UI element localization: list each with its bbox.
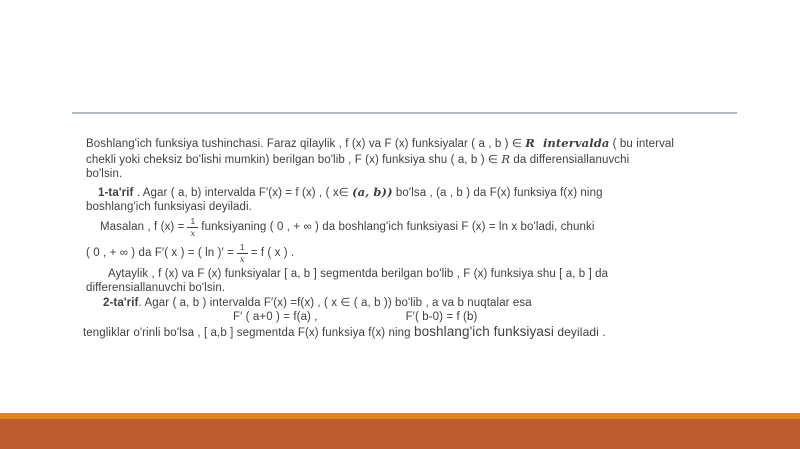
boundary-formulas-row <box>86 310 741 325</box>
definition2-label: 2-ta'rif <box>103 296 139 309</box>
definition1-text: bo'lsa , (a , b ) da F(x) funksiya f(x) ning <box>392 186 603 199</box>
top-divider-line <box>72 112 737 114</box>
para1-text: ( bu interval <box>609 138 675 150</box>
para1-text: da differensiallanuvchi <box>510 153 630 166</box>
fraction-denominator: x <box>190 228 196 239</box>
fraction-one-over-x <box>187 217 198 238</box>
math-interval-ab: (a, b)) <box>352 184 393 199</box>
para1-line3: bo'lsin. <box>86 168 123 180</box>
formula-a-plus-0: F′ ( a+0 ) = f(a) , <box>233 311 318 323</box>
para1-line1 <box>86 136 741 152</box>
formula-b-minus-0: F′( b-0) = f (b) <box>405 311 478 323</box>
math-symbol-R: R <box>501 151 511 166</box>
example-line1 <box>86 215 741 241</box>
definition1-text: . Agar ( a, b) intervalda F′(x) = f (x) , ( x∈ <box>133 186 353 199</box>
math-symbol-R: R <box>525 136 535 150</box>
segment-para-line1: Aytaylik , f (x) va F (x) funksiyalar [ a, b ] segmentda berilgan bo'lib , F (x) funksiya shu [ a, b ] da <box>108 267 609 280</box>
conclusion-text: tengliklar o'rinli bo'lsa , [ a,b ] segmentda F(x) funksiya f(x) ning <box>83 326 414 339</box>
example-line2 <box>86 241 741 267</box>
segment-para-line2: differensiallanuvchi bo'lsin. <box>86 282 226 294</box>
slide-text-block <box>83 136 741 340</box>
example-text: ( 0 , + ∞ ) da F′( x ) = ( ln )′ = <box>86 247 234 260</box>
definition2-text: . Agar ( a, b ) intervalda F′(x) =f(x) , ( x ∈ ( a, b )) bo'lib , a va b nuqtalar esa <box>138 296 532 309</box>
math-word-intervalda: intervalda <box>542 136 610 150</box>
definition2-conclusion <box>83 325 741 341</box>
definition1-label: 1-ta'rif <box>98 186 134 199</box>
definition1-line2: boshlang'ich funksiyasi deyiladi. <box>86 201 252 213</box>
fraction-denominator: x <box>239 254 245 265</box>
definition1-line1 <box>86 185 741 201</box>
example-text: funksiyaning ( 0 , + ∞ ) da boshlang'ich funksiyasi F (x) = ln x bo'ladi, chunki <box>201 221 595 234</box>
para1-text: chekli yoki cheksiz bo'lishi mumkin) berilgan bo'lib , F (x) funksiya shu ( a, b ) ∈ <box>86 153 502 166</box>
conclusion-tail: deyiladi . <box>553 324 606 339</box>
fraction-numerator: 1 <box>187 217 198 228</box>
para1-text: Boshlang'ich funksiya tushinchasi. Faraz qilaylik , f (x) va F (x) funksiyalar ( a , b ) ∈ <box>86 138 526 150</box>
footer-band <box>0 419 800 449</box>
definition2-line1 <box>86 296 741 311</box>
example-text: Masalan , f (x) = <box>100 221 185 234</box>
fraction-one-over-x <box>237 243 248 264</box>
example-text: = f ( x ) . <box>250 247 295 260</box>
para1-line2 <box>86 152 741 168</box>
fraction-numerator: 1 <box>237 243 248 254</box>
conclusion-highlight: boshlang'ich funksiyasi <box>413 323 554 339</box>
